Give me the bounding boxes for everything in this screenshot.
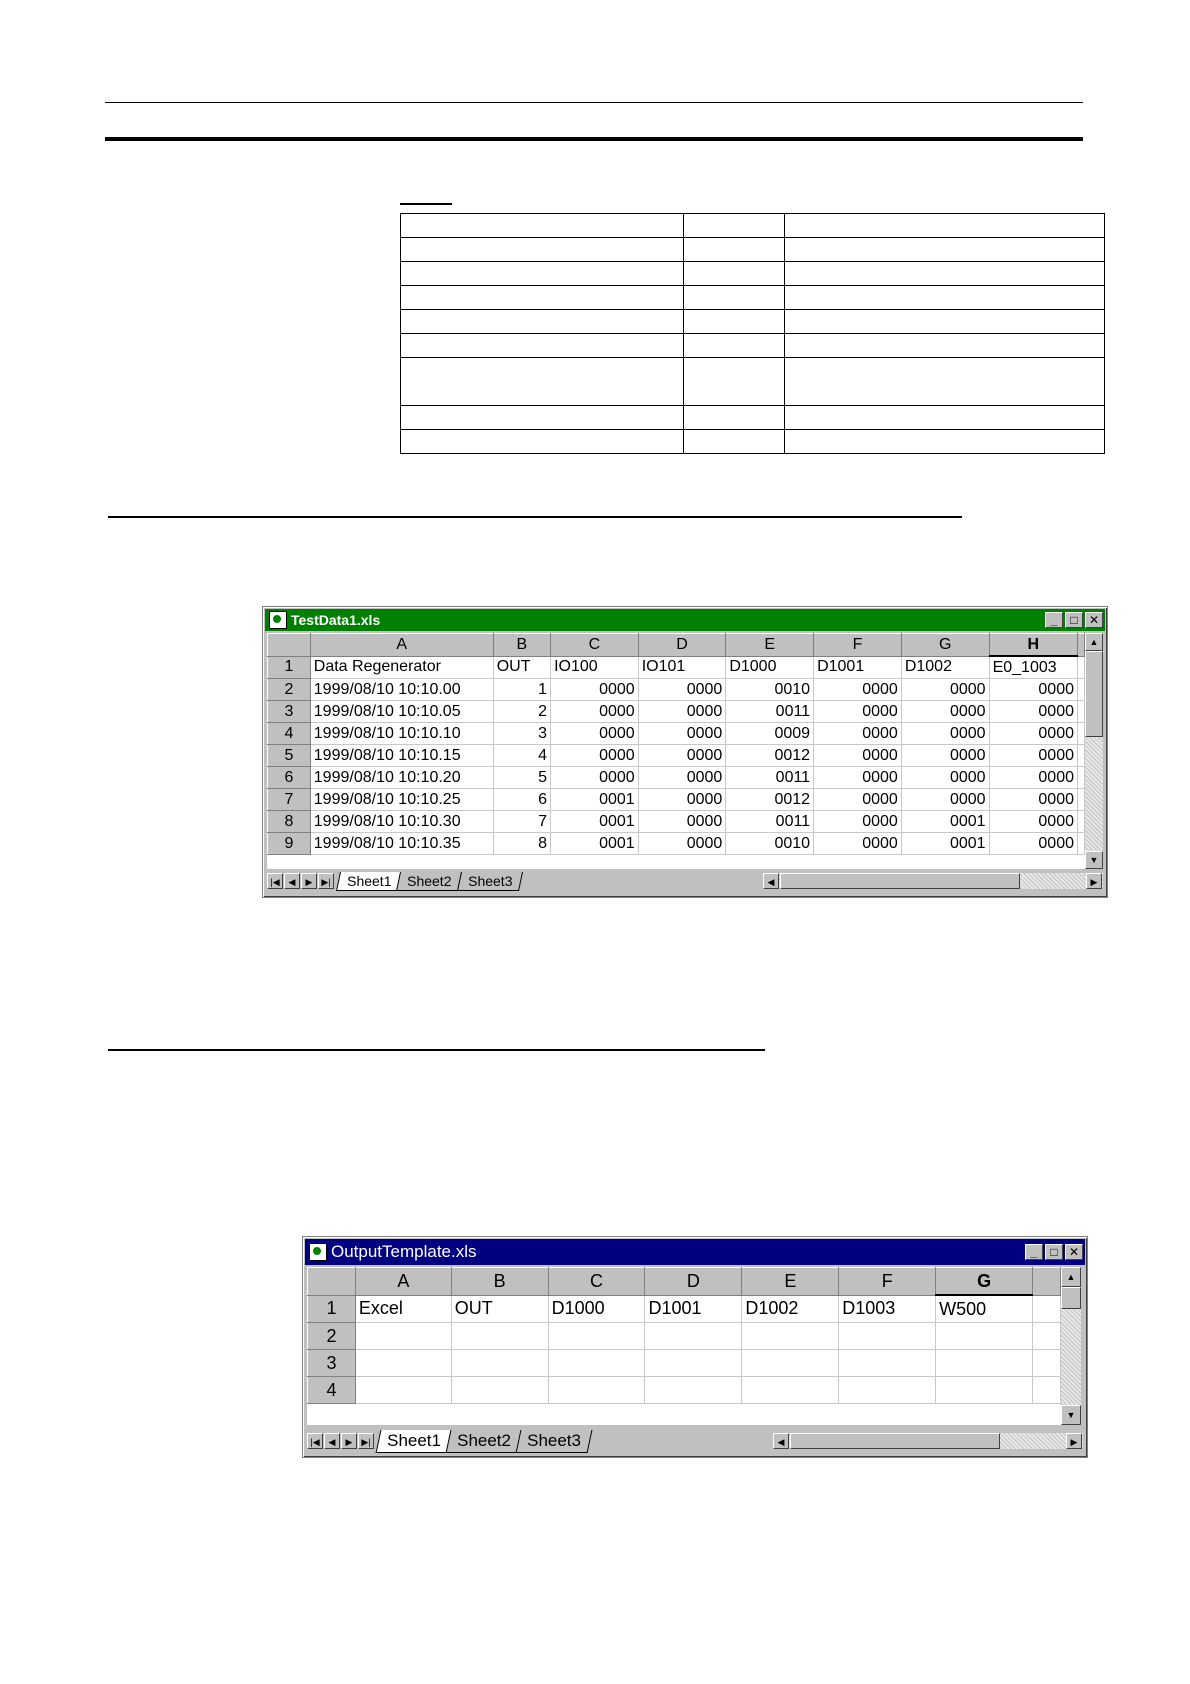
cell[interactable]: 0011 <box>726 811 814 833</box>
sheet-tab-label: Sheet1 <box>347 872 392 889</box>
cell[interactable]: 3 <box>493 723 550 745</box>
cell[interactable]: D1003 <box>839 1295 936 1323</box>
column-header[interactable]: E <box>742 1268 839 1296</box>
sheet-tab[interactable] <box>376 1430 453 1453</box>
column-header[interactable] <box>1033 1268 1061 1296</box>
column-header[interactable]: E <box>726 634 814 657</box>
window-title: OutputTemplate.xls <box>331 1242 477 1261</box>
cell[interactable] <box>1078 745 1085 767</box>
scroll-thumb[interactable] <box>780 873 1020 889</box>
cell[interactable] <box>1078 656 1085 679</box>
first-sheet-button[interactable]: |◀ <box>267 873 283 889</box>
cell[interactable]: 5 <box>493 767 550 789</box>
sheet-tab-label: Sheet3 <box>526 1430 581 1450</box>
sheet-tab[interactable] <box>515 1430 592 1453</box>
cell[interactable]: Excel <box>355 1295 451 1323</box>
row-header[interactable]: 1 <box>268 656 311 679</box>
reference-table <box>400 213 1105 454</box>
cell[interactable] <box>548 1323 645 1350</box>
spreadsheet-table[interactable] <box>267 633 1085 855</box>
cell[interactable]: 2 <box>493 701 550 723</box>
cell[interactable]: 0000 <box>814 679 902 701</box>
cell[interactable] <box>839 1377 936 1404</box>
scroll-left-button[interactable]: ◀ <box>763 873 779 889</box>
cell[interactable]: 0000 <box>638 701 726 723</box>
scroll-up-button[interactable]: ▲ <box>1061 1267 1081 1287</box>
cell[interactable] <box>645 1323 742 1350</box>
cell[interactable]: 1999/08/10 10:10.00 <box>310 679 493 701</box>
cell[interactable]: 0000 <box>814 745 902 767</box>
table-label-underline <box>400 203 452 205</box>
cell[interactable]: 0001 <box>551 811 639 833</box>
cell[interactable]: 0012 <box>726 789 814 811</box>
cell[interactable]: 0000 <box>989 745 1077 767</box>
table-row <box>401 214 1105 238</box>
scroll-thumb[interactable] <box>1061 1287 1081 1309</box>
column-header[interactable]: A <box>310 634 493 657</box>
table-row <box>268 656 1085 679</box>
cell[interactable]: 0011 <box>726 767 814 789</box>
cell[interactable]: 1999/08/10 10:10.10 <box>310 723 493 745</box>
last-sheet-button[interactable]: ▶| <box>318 873 334 889</box>
cell[interactable]: 0001 <box>551 833 639 855</box>
column-header-row <box>308 1268 1061 1296</box>
cell[interactable]: 1999/08/10 10:10.30 <box>310 811 493 833</box>
cell[interactable]: 0000 <box>814 833 902 855</box>
cell[interactable]: E0_1003 <box>989 656 1077 679</box>
table-row <box>308 1350 1061 1377</box>
minimize-button[interactable]: _ <box>1025 1244 1043 1260</box>
cell[interactable]: IO100 <box>551 656 639 679</box>
cell[interactable]: 0000 <box>989 701 1077 723</box>
vertical-scrollbar[interactable] <box>1085 633 1103 869</box>
select-all-corner[interactable] <box>268 634 311 657</box>
cell[interactable]: W500 <box>936 1295 1033 1323</box>
row-header[interactable]: 4 <box>268 723 311 745</box>
vertical-scrollbar[interactable] <box>1061 1267 1081 1425</box>
cell[interactable]: 0011 <box>726 701 814 723</box>
table-row <box>401 286 1105 310</box>
cell[interactable]: 7 <box>493 811 550 833</box>
column-header[interactable] <box>1078 634 1085 657</box>
cell[interactable]: D1000 <box>548 1295 645 1323</box>
cell[interactable]: 0000 <box>638 723 726 745</box>
cell[interactable]: 0000 <box>814 811 902 833</box>
sheet-tab[interactable] <box>336 872 402 891</box>
cell[interactable]: 0000 <box>901 789 989 811</box>
cell[interactable] <box>742 1323 839 1350</box>
cell[interactable]: 0010 <box>726 833 814 855</box>
cell[interactable]: D1002 <box>742 1295 839 1323</box>
column-header[interactable]: B <box>451 1268 548 1296</box>
maximize-button[interactable]: □ <box>1045 1244 1063 1260</box>
column-header[interactable]: G <box>936 1268 1033 1296</box>
next-sheet-button[interactable]: ▶ <box>341 1433 357 1449</box>
window-title: TestData1.xls <box>291 612 381 628</box>
cell[interactable]: 0000 <box>638 789 726 811</box>
sheet-tab[interactable] <box>445 1430 522 1453</box>
excel-icon <box>309 1243 327 1261</box>
cell[interactable]: OUT <box>451 1295 548 1323</box>
column-header-row <box>268 634 1085 657</box>
cell[interactable]: 0000 <box>989 767 1077 789</box>
close-button[interactable]: ✕ <box>1085 612 1103 628</box>
sheet-tab[interactable] <box>457 872 523 891</box>
cell[interactable]: 0000 <box>989 789 1077 811</box>
cell[interactable]: 0000 <box>638 767 726 789</box>
cell[interactable]: 0000 <box>901 745 989 767</box>
scroll-up-button[interactable]: ▲ <box>1085 633 1103 651</box>
table-row <box>268 679 1085 701</box>
table-row <box>268 767 1085 789</box>
cell[interactable]: 8 <box>493 833 550 855</box>
sheet-tab[interactable] <box>396 872 462 891</box>
cell[interactable] <box>936 1323 1033 1350</box>
row-header[interactable]: 1 <box>308 1295 356 1323</box>
cell[interactable]: D1001 <box>814 656 902 679</box>
cell[interactable] <box>451 1323 548 1350</box>
cell[interactable]: 0000 <box>989 811 1077 833</box>
section-rule <box>108 1049 765 1051</box>
column-header[interactable]: B <box>493 634 550 657</box>
row-header[interactable]: 4 <box>308 1377 356 1404</box>
cell[interactable] <box>355 1377 451 1404</box>
cell[interactable] <box>1033 1377 1061 1404</box>
scroll-down-button[interactable]: ▼ <box>1085 851 1103 869</box>
table-row <box>268 811 1085 833</box>
testdata-window[interactable] <box>262 606 1108 898</box>
cell[interactable]: 0000 <box>814 767 902 789</box>
row-header[interactable]: 6 <box>268 767 311 789</box>
scroll-right-button[interactable]: ▶ <box>1086 873 1102 889</box>
cell[interactable]: 0009 <box>726 723 814 745</box>
cell[interactable]: 0000 <box>551 767 639 789</box>
cell[interactable]: 1 <box>493 679 550 701</box>
scroll-right-button[interactable]: ▶ <box>1066 1433 1082 1449</box>
cell[interactable]: 0000 <box>551 701 639 723</box>
cell[interactable] <box>742 1350 839 1377</box>
sheet-tab-label: Sheet2 <box>407 872 452 889</box>
cell[interactable]: 0000 <box>638 833 726 855</box>
cell[interactable]: 0000 <box>551 679 639 701</box>
section-rule <box>108 516 962 518</box>
row-header[interactable]: 8 <box>268 811 311 833</box>
cell[interactable]: 0000 <box>989 833 1077 855</box>
table-row <box>401 310 1105 334</box>
row-header[interactable]: 7 <box>268 789 311 811</box>
cell[interactable] <box>1033 1323 1061 1350</box>
scroll-thumb[interactable] <box>790 1433 1000 1449</box>
spreadsheet-table[interactable] <box>307 1267 1061 1404</box>
cell[interactable] <box>1033 1295 1061 1323</box>
cell[interactable] <box>1078 811 1085 833</box>
table-row <box>308 1323 1061 1350</box>
sheet-tab-bar <box>307 1429 1083 1453</box>
cell[interactable]: IO101 <box>638 656 726 679</box>
table-row <box>268 745 1085 767</box>
cell[interactable] <box>548 1377 645 1404</box>
cell[interactable]: 0000 <box>901 723 989 745</box>
cell[interactable] <box>355 1350 451 1377</box>
horizontal-scrollbar[interactable] <box>773 1433 1083 1449</box>
cell[interactable]: 0000 <box>989 679 1077 701</box>
cell[interactable]: 0001 <box>551 789 639 811</box>
cell[interactable] <box>1078 701 1085 723</box>
scroll-left-button[interactable]: ◀ <box>773 1433 789 1449</box>
row-header[interactable]: 3 <box>268 701 311 723</box>
column-header[interactable]: F <box>814 634 902 657</box>
cell[interactable]: 0001 <box>901 811 989 833</box>
cell[interactable] <box>1078 723 1085 745</box>
cell[interactable]: 1999/08/10 10:10.20 <box>310 767 493 789</box>
cell[interactable]: D1002 <box>901 656 989 679</box>
cell[interactable]: 1999/08/10 10:10.35 <box>310 833 493 855</box>
window-titlebar[interactable] <box>305 1239 1085 1265</box>
select-all-corner[interactable] <box>308 1268 356 1296</box>
scroll-thumb[interactable] <box>1085 651 1103 737</box>
cell[interactable] <box>645 1350 742 1377</box>
table-row <box>268 723 1085 745</box>
window-titlebar[interactable] <box>265 609 1105 631</box>
row-header[interactable]: 9 <box>268 833 311 855</box>
cell[interactable] <box>451 1350 548 1377</box>
table-row <box>401 334 1105 358</box>
cell[interactable]: 0000 <box>638 745 726 767</box>
cell[interactable]: Data Regenerator <box>310 656 493 679</box>
prev-sheet-button[interactable]: ◀ <box>284 873 300 889</box>
prev-sheet-button[interactable]: ◀ <box>324 1433 340 1449</box>
column-header[interactable]: A <box>355 1268 451 1296</box>
cell[interactable] <box>451 1377 548 1404</box>
output-template-window[interactable] <box>302 1236 1088 1458</box>
column-header[interactable]: D <box>645 1268 742 1296</box>
row-header[interactable]: 5 <box>268 745 311 767</box>
table-row <box>268 701 1085 723</box>
table-row <box>401 238 1105 262</box>
cell[interactable]: 0000 <box>989 723 1077 745</box>
sheet-tab-label: Sheet1 <box>387 1430 441 1450</box>
cell[interactable] <box>936 1350 1033 1377</box>
row-header[interactable]: 3 <box>308 1350 356 1377</box>
cell[interactable]: 0010 <box>726 679 814 701</box>
maximize-button[interactable]: □ <box>1065 612 1083 628</box>
cell[interactable]: 1999/08/10 10:10.05 <box>310 701 493 723</box>
table-row <box>308 1377 1061 1404</box>
table-row <box>401 358 1105 406</box>
sheet-tab-bar <box>267 871 1103 891</box>
cell[interactable]: 0000 <box>814 723 902 745</box>
cell[interactable]: 0000 <box>551 723 639 745</box>
spreadsheet-grid[interactable] <box>307 1267 1061 1425</box>
cell[interactable] <box>839 1350 936 1377</box>
spreadsheet-grid[interactable] <box>267 633 1085 869</box>
header-rule <box>105 102 1083 103</box>
column-header[interactable]: F <box>839 1268 936 1296</box>
cell[interactable]: 1999/08/10 10:10.25 <box>310 789 493 811</box>
header-thick-rule <box>105 137 1083 141</box>
cell[interactable] <box>839 1323 936 1350</box>
cell[interactable]: 0001 <box>901 833 989 855</box>
next-sheet-button[interactable]: ▶ <box>301 873 317 889</box>
excel-icon <box>269 611 287 629</box>
table-row <box>268 833 1085 855</box>
cell[interactable]: 0000 <box>901 701 989 723</box>
cell[interactable]: 0000 <box>638 679 726 701</box>
cell[interactable] <box>1033 1350 1061 1377</box>
cell[interactable] <box>355 1323 451 1350</box>
cell[interactable]: 0000 <box>814 789 902 811</box>
cell[interactable]: D1001 <box>645 1295 742 1323</box>
table-row <box>401 262 1105 286</box>
cell[interactable] <box>936 1377 1033 1404</box>
close-button[interactable]: ✕ <box>1065 1244 1083 1260</box>
column-header[interactable]: D <box>638 634 726 657</box>
minimize-button[interactable]: _ <box>1045 612 1063 628</box>
cell[interactable]: 0012 <box>726 745 814 767</box>
cell[interactable]: OUT <box>493 656 550 679</box>
horizontal-scrollbar[interactable] <box>763 873 1103 889</box>
column-header[interactable]: C <box>548 1268 645 1296</box>
cell[interactable]: 0000 <box>638 811 726 833</box>
table-row <box>401 430 1105 454</box>
last-sheet-button[interactable]: ▶| <box>358 1433 374 1449</box>
cell[interactable]: 6 <box>493 789 550 811</box>
sheet-tab-label: Sheet3 <box>467 872 513 889</box>
column-header[interactable]: G <box>901 634 989 657</box>
first-sheet-button[interactable]: |◀ <box>307 1433 323 1449</box>
table-row <box>401 406 1105 430</box>
cell[interactable]: 0000 <box>551 745 639 767</box>
cell[interactable] <box>1078 767 1085 789</box>
row-header[interactable]: 2 <box>308 1323 356 1350</box>
cell[interactable]: 0000 <box>901 767 989 789</box>
row-header[interactable]: 2 <box>268 679 311 701</box>
cell[interactable] <box>742 1377 839 1404</box>
cell[interactable]: 4 <box>493 745 550 767</box>
cell[interactable]: 0000 <box>814 701 902 723</box>
cell[interactable] <box>548 1350 645 1377</box>
column-header[interactable]: H <box>989 634 1077 657</box>
cell[interactable]: 1999/08/10 10:10.15 <box>310 745 493 767</box>
table-row <box>308 1295 1061 1323</box>
column-header[interactable]: C <box>551 634 639 657</box>
cell[interactable] <box>1078 679 1085 701</box>
cell[interactable]: 0000 <box>901 679 989 701</box>
table-row <box>268 789 1085 811</box>
cell[interactable] <box>1078 833 1085 855</box>
cell[interactable] <box>1078 789 1085 811</box>
scroll-down-button[interactable]: ▼ <box>1061 1405 1081 1425</box>
cell[interactable] <box>645 1377 742 1404</box>
cell[interactable]: D1000 <box>726 656 814 679</box>
sheet-tab-label: Sheet2 <box>456 1430 511 1450</box>
